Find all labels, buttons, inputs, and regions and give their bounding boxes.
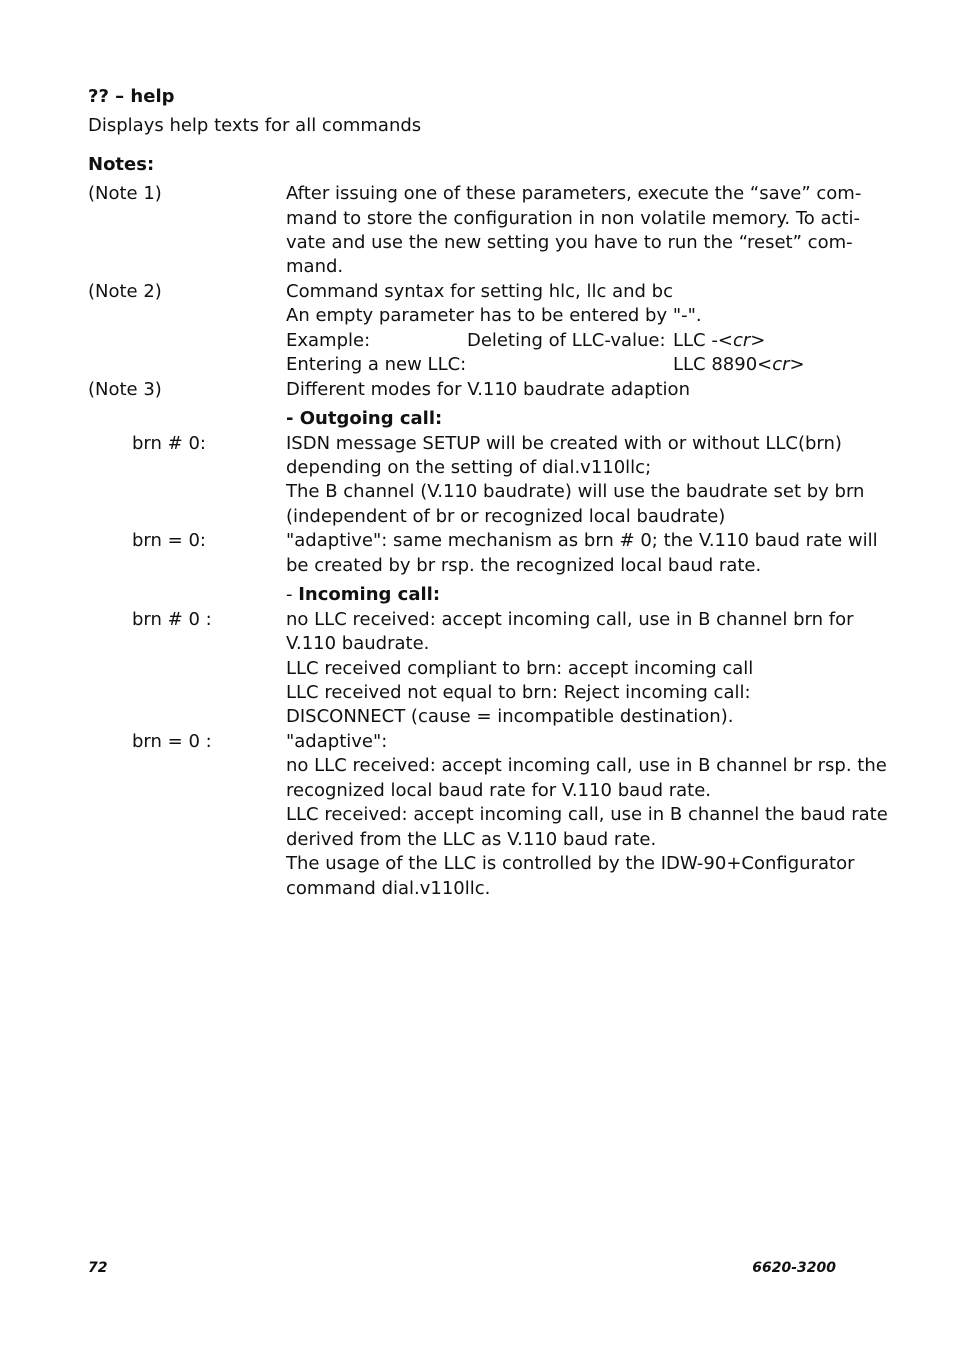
note2-label: (Note 2): [88, 281, 162, 302]
example-value-prefix: LLC -<: [673, 330, 733, 351]
notes-heading: Notes:: [88, 154, 155, 175]
in-brn-eq-line: recognized local baud rate for V.110 baud rate.: [286, 780, 712, 801]
note1-line: mand.: [286, 256, 344, 277]
entering-label: Entering a new LLC:: [286, 354, 467, 375]
page-number: 72: [88, 1260, 108, 1276]
in-brn-ne-line: no LLC received: accept incoming call, use in B channel brn for: [286, 609, 854, 630]
out-brn-ne-label: brn # 0:: [132, 433, 206, 454]
note1-line: mand to store the configuration in non volatile memory. To acti-: [286, 208, 861, 229]
incoming-heading: Incoming call:: [298, 584, 441, 605]
out-brn-ne-line: ISDN message SETUP will be created with or without LLC(brn): [286, 433, 842, 454]
out-brn-ne-line: The B channel (V.110 baudrate) will use the baudrate set by brn: [286, 481, 865, 502]
in-brn-ne-label: brn # 0 :: [132, 609, 212, 630]
section-title: ?? – help: [88, 86, 175, 107]
in-brn-eq-label: brn = 0 :: [132, 731, 212, 752]
note1-label: (Note 1): [88, 183, 162, 204]
out-brn-ne-line: depending on the setting of dial.v110llc;: [286, 457, 652, 478]
in-brn-eq-line: derived from the LLC as V.110 baud rate.: [286, 829, 657, 850]
in-brn-ne-line: DISCONNECT (cause = incompatible destination).: [286, 706, 734, 727]
example-value-suffix: >: [750, 330, 766, 351]
example-action: Deleting of LLC-value:: [467, 330, 666, 351]
out-brn-ne-line: (independent of br or recognized local baudrate): [286, 506, 726, 527]
in-brn-eq-line: "adaptive":: [286, 731, 388, 752]
entering-value-suffix: >: [789, 354, 805, 375]
incoming-heading-line: [286, 583, 440, 607]
in-brn-ne-line: V.110 baudrate.: [286, 633, 430, 654]
in-brn-ne-line: LLC received not equal to brn: Reject incoming call:: [286, 682, 751, 703]
incoming-dash: -: [286, 584, 299, 605]
out-brn-eq-label: brn = 0:: [132, 530, 206, 551]
note3-label: (Note 3): [88, 379, 162, 400]
example-value: [673, 329, 765, 353]
note2-line: Command syntax for setting hlc, llc and bc: [286, 281, 674, 302]
entering-value-prefix: LLC 8890<: [673, 354, 773, 375]
in-brn-eq-line: The usage of the LLC is controlled by the IDW-90+Configurator: [286, 853, 855, 874]
in-brn-eq-line: command dial.v110llc.: [286, 878, 491, 899]
entering-value-cr: cr: [772, 354, 790, 375]
in-brn-ne-line: LLC received compliant to brn: accept incoming call: [286, 658, 754, 679]
note1-line: After issuing one of these parameters, execute the “save” com-: [286, 183, 862, 204]
document-number: 6620-3200: [752, 1260, 836, 1276]
note3-intro: Different modes for V.110 baudrate adaption: [286, 379, 690, 400]
note1-line: vate and use the new setting you have to run the “reset” com-: [286, 232, 853, 253]
in-brn-eq-line: LLC received: accept incoming call, use in B channel the baud rate: [286, 804, 888, 825]
out-brn-eq-line: "adaptive": same mechanism as brn # 0; the V.110 baud rate will: [286, 530, 878, 551]
entering-value: [673, 353, 805, 377]
outgoing-heading: - Outgoing call:: [286, 408, 443, 429]
note2-line: An empty parameter has to be entered by "-".: [286, 305, 702, 326]
example-value-cr: cr: [732, 330, 751, 351]
section-description: Displays help texts for all commands: [88, 115, 422, 136]
example-label: Example:: [286, 330, 371, 351]
in-brn-eq-line: no LLC received: accept incoming call, use in B channel br rsp. the: [286, 755, 887, 776]
out-brn-eq-line: be created by br rsp. the recognized local baud rate.: [286, 555, 762, 576]
